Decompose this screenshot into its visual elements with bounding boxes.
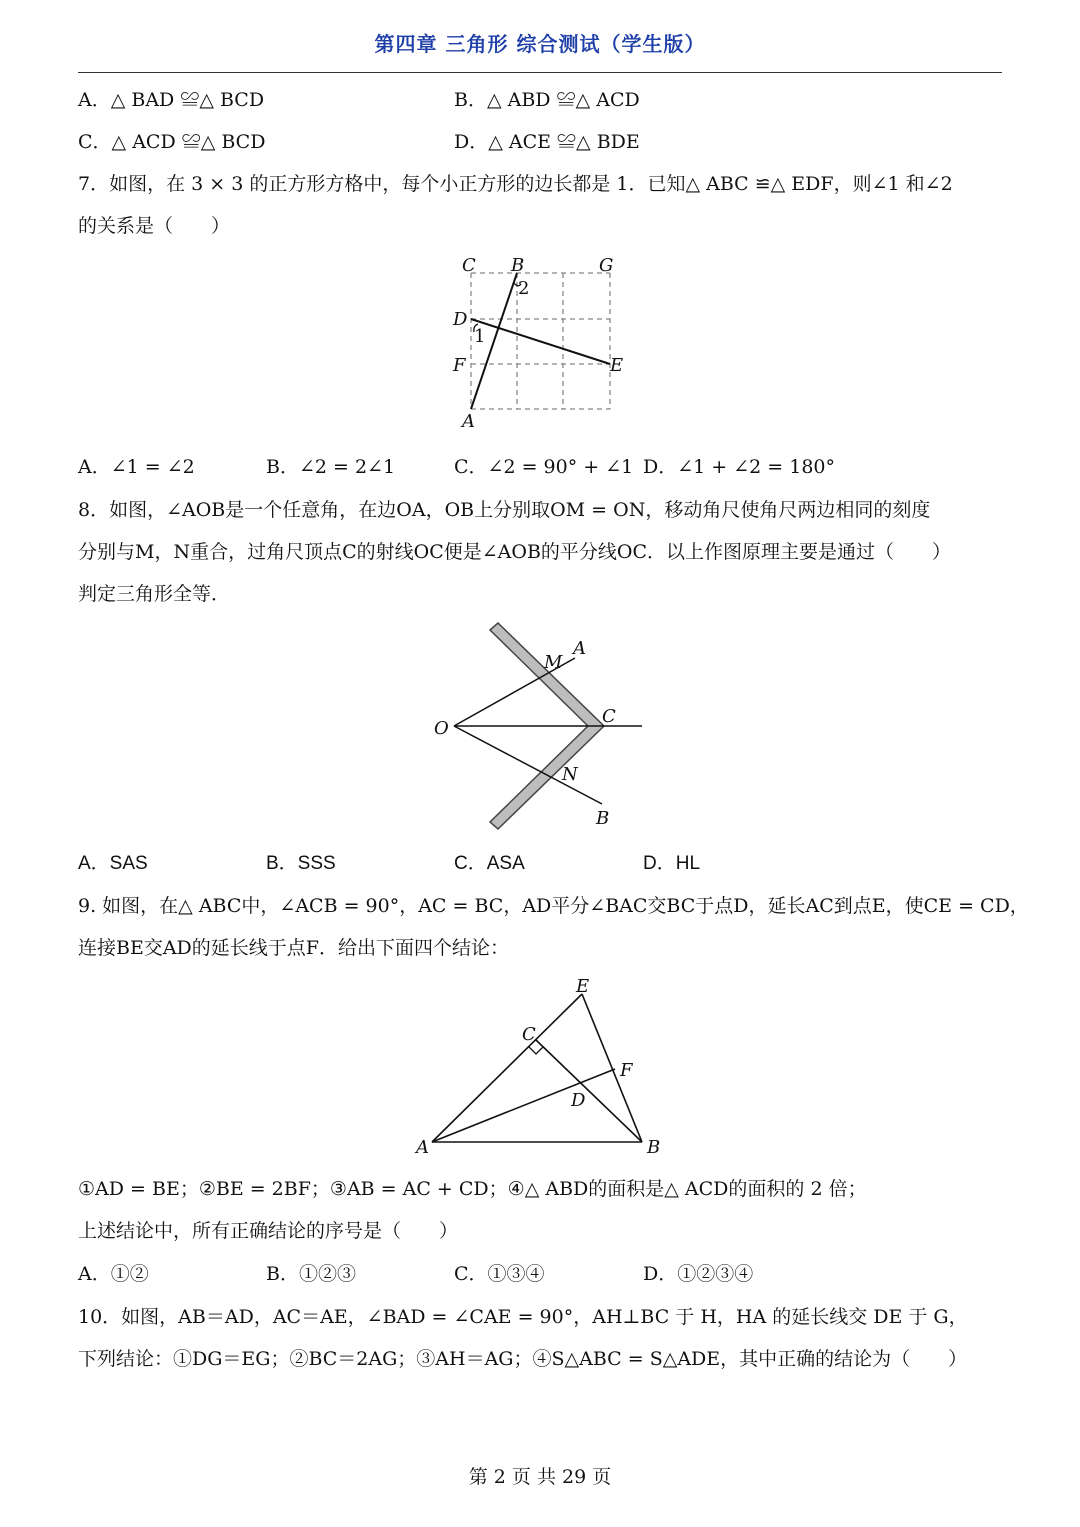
q9-label-c: C <box>522 1024 536 1045</box>
q8-option-a: A．SAS <box>78 853 148 874</box>
q8-option-d: D．HL <box>643 853 701 874</box>
q9-stem-line2: 连接BE交AD的延长线于点F．给出下面四个结论： <box>78 937 509 959</box>
page-footer: 第 2 页 共 29 页 <box>468 1466 612 1488</box>
q7-option-b: B．∠2 = 2∠1 <box>266 456 396 478</box>
q9-label-b: B <box>647 1137 661 1158</box>
q9-option-b: B．①②③ <box>266 1263 356 1285</box>
q8-label-c: C <box>602 706 616 727</box>
q7-option-a: A．∠1 = ∠2 <box>78 456 195 478</box>
q7-label-d: D <box>453 309 468 330</box>
q10-stem-line1: 10．如图，AB＝AD，AC＝AE，∠BAD = ∠CAE = 90°，AH⊥BC 于 H，HA 的延长线交 DE 于 G， <box>78 1306 968 1328</box>
q9-option-d: D．①②③④ <box>643 1263 754 1285</box>
q9-label-a: A <box>416 1137 429 1158</box>
q9-label-e: E <box>576 976 590 997</box>
q8-label-n: N <box>562 764 578 785</box>
q8-stem-line2: 分别与M，N重合，过角尺顶点C的射线OC便是∠AOB的平分线OC．以上作图原理主要是通过（ ） <box>78 541 952 563</box>
q8-option-b: B．SSS <box>266 853 336 874</box>
q6-option-a: A．△ BAD ≌△ BCD <box>78 89 265 111</box>
q7-option-c: C．∠2 = 90° + ∠1 <box>454 456 634 478</box>
q7-angle-1-label: 1 <box>474 326 486 347</box>
header-rule <box>78 72 1002 73</box>
q7-stem-line2: 的关系是（ ） <box>78 215 231 237</box>
q7-label-c: C <box>462 255 476 276</box>
q7-angle-2-label: 2 <box>518 278 530 299</box>
q7-label-e: E <box>610 355 624 376</box>
q7-label-b: B <box>511 255 525 276</box>
q9-label-f: F <box>620 1060 633 1081</box>
q9-label-d: D <box>571 1090 586 1111</box>
q8-label-m: M <box>544 652 563 673</box>
q8-label-a: A <box>573 638 586 659</box>
q10-stem-line2: 下列结论：①DG＝EG；②BC＝2AG；③AH＝AG；④S△ABC = S△ADE，其中正确的结论为（ ） <box>78 1348 968 1370</box>
q9-conclusions: ①AD = BE；②BE = 2BF；③AB = AC + CD；④△ ABD的面积是△ ACD的面积的 2 倍； <box>78 1178 867 1200</box>
q9-triangle-figure <box>410 972 670 1160</box>
q8-label-o: O <box>434 718 449 739</box>
q6-option-c: C．△ ACD ≌△ BCD <box>78 131 266 153</box>
q9-stem-line1: 9. 如图，在△ ABC中，∠ACB = 90°，AC = BC，AD平分∠BAC交BC于点D，延长AC到点E，使CE = CD， <box>78 895 1029 917</box>
q9-option-c: C．①③④ <box>454 1263 545 1285</box>
page-header: 第四章 三角形 综合测试（学生版） <box>374 32 706 56</box>
q6-option-d: D．△ ACE ≌△ BDE <box>454 131 640 153</box>
q8-stem-line3: 判定三角形全等． <box>78 583 231 605</box>
q9-stem-line4: 上述结论中，所有正确结论的序号是（ ） <box>78 1220 459 1242</box>
q9-option-a: A．①② <box>78 1263 149 1285</box>
q7-label-g: G <box>599 255 614 276</box>
q8-angle-bisector-figure <box>420 620 660 835</box>
q8-label-b: B <box>596 808 610 829</box>
q7-option-d: D．∠1 + ∠2 = 180° <box>643 456 836 478</box>
q7-label-a: A <box>462 411 475 432</box>
q8-stem-line1: 8．如图，∠AOB是一个任意角，在边OA，OB上分别取OM = ON，移动角尺使角尺两边相同的刻度 <box>78 499 931 521</box>
q7-label-f: F <box>453 355 466 376</box>
q7-grid-figure <box>440 252 640 434</box>
q7-stem-line1: 7．如图，在 3 × 3 的正方形方格中，每个小正方形的边长都是 1．已知△ ABC ≌△ EDF，则∠1 和∠2 <box>78 173 953 195</box>
q6-option-b: B．△ ABD ≌△ ACD <box>454 89 640 111</box>
q8-option-c: C．ASA <box>454 853 525 874</box>
